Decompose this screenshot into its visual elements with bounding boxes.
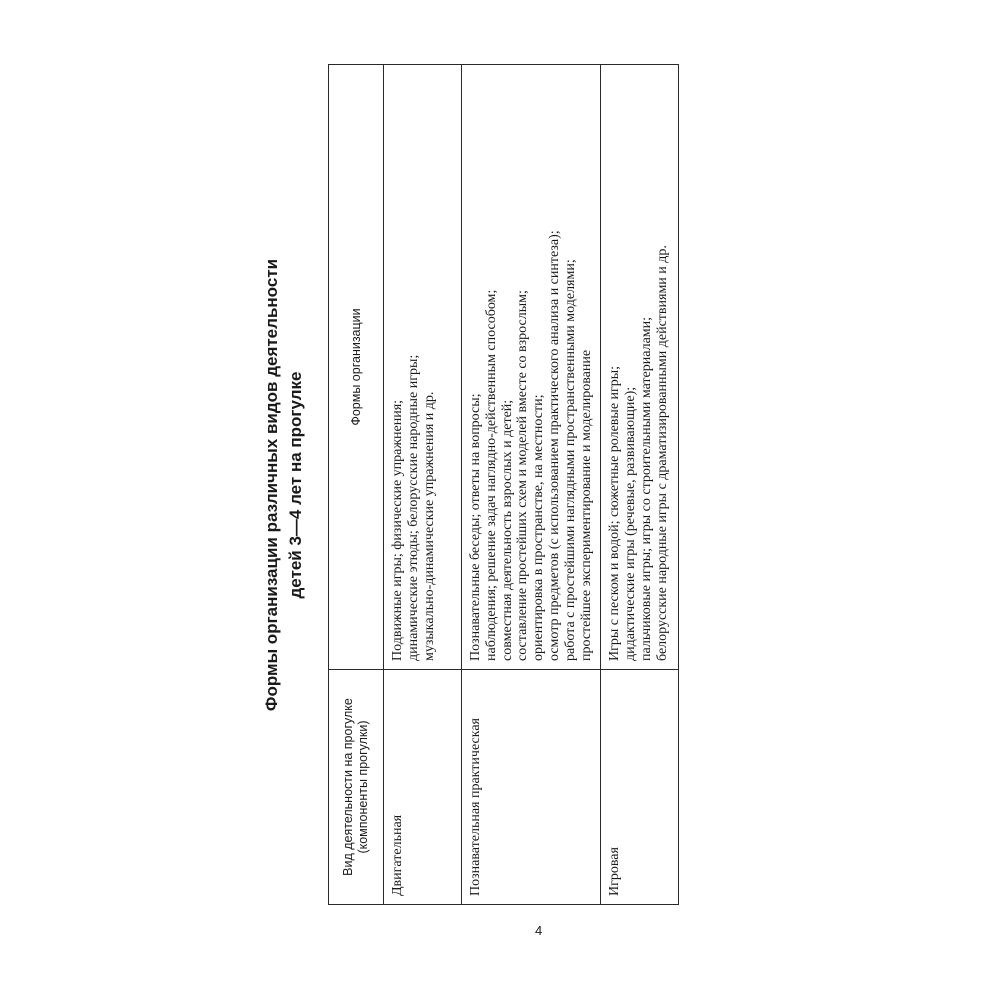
- form-line: совместная деятельность взрослых и детей;: [499, 399, 515, 661]
- page-title: [260, 65, 320, 905]
- form-line: Игры с песком и водой; сюжетные ролевые игры;: [607, 365, 623, 661]
- form-line: простейшее экспериментирование и моделирование: [578, 349, 594, 661]
- rotated-page-content: [260, 65, 740, 905]
- title-line-1: Формы организации различных видов деятельности: [262, 258, 281, 712]
- header-activity-kind: [329, 670, 384, 905]
- form-line: музыкально-динамические упражнения и др.: [421, 391, 437, 661]
- table-row: [384, 65, 462, 905]
- activity-kind-cell: Двигательная: [384, 670, 462, 905]
- title-line-2: детей 3—4 лет на прогулке: [286, 371, 305, 599]
- form-line: белорусские народные игры с драматизированными действиями и др.: [654, 245, 670, 661]
- activity-forms-table: [328, 64, 679, 905]
- organization-forms-cell: [601, 65, 679, 670]
- table-header-row: [329, 65, 384, 905]
- form-line: Подвижные игры; физические упражнения;: [390, 399, 405, 661]
- form-line: ориентировка в пространстве, на местности;: [531, 394, 547, 661]
- activity-kind-cell: Игровая: [601, 670, 679, 905]
- page-number: 4: [535, 923, 543, 938]
- organization-forms-cell: [384, 65, 462, 670]
- form-line: дидактические игры (речевые, развивающие);: [623, 386, 639, 661]
- table-row: [462, 65, 601, 905]
- header-organization-forms: Формы организации: [329, 65, 384, 670]
- organization-forms-cell: [462, 65, 601, 670]
- form-line: работа с простейшими наглядными пространственными моделями;: [562, 259, 578, 661]
- form-line: составление простейших схем и моделей вместе со взрослым;: [515, 290, 531, 661]
- form-line: пальчиковые игры; игры со строительными материалами;: [638, 316, 654, 661]
- header-activity-kind-line-1: Вид деятельности на прогулке: [341, 698, 355, 876]
- form-line: динамические этюды; белорусские народные игры;: [405, 354, 421, 661]
- form-line: Познавательные беседы; ответы на вопросы;: [468, 393, 483, 661]
- activity-kind-cell: Познавательная практическая: [462, 670, 601, 905]
- form-line: наблюдения; решение задач наглядно-действенным способом;: [483, 289, 499, 661]
- header-activity-kind-line-2: (компоненты прогулки): [356, 720, 370, 854]
- table-row: [601, 65, 679, 905]
- form-line: осмотр предметов (с использованием практического анализа и синтеза);: [546, 230, 562, 661]
